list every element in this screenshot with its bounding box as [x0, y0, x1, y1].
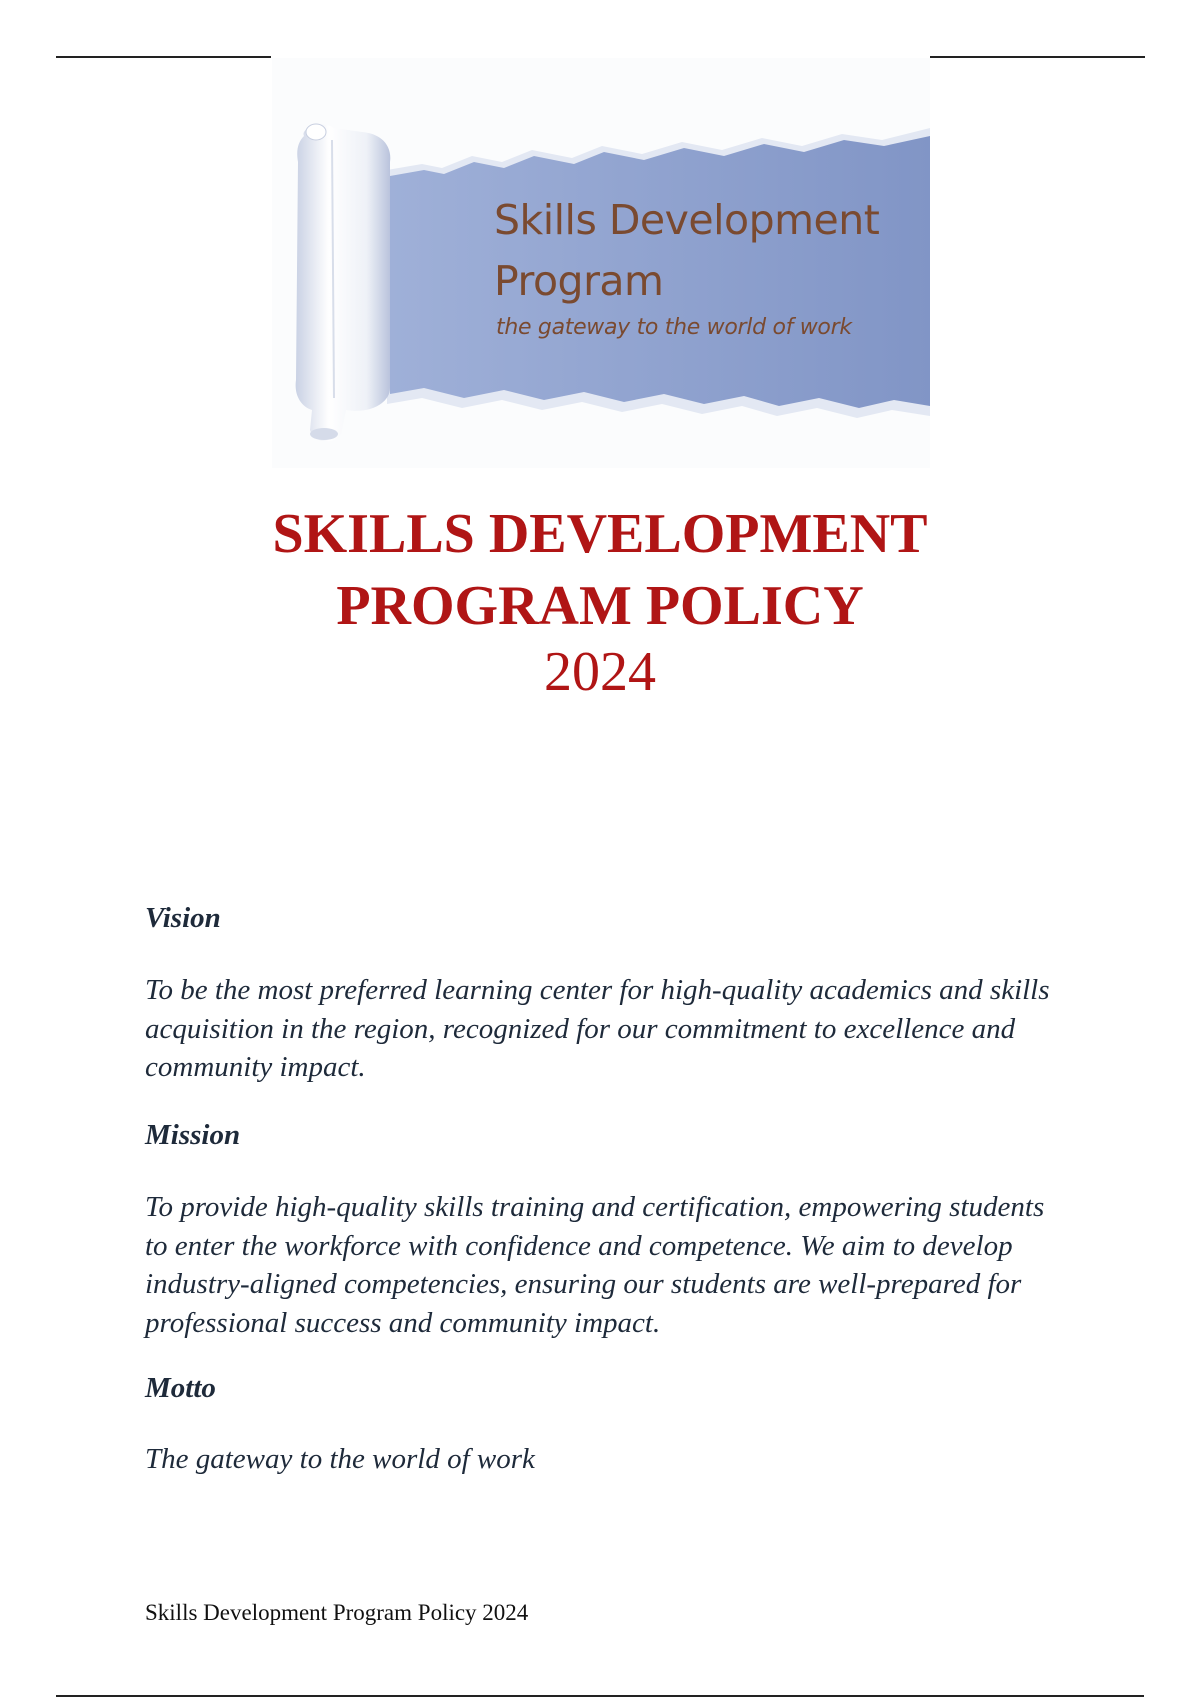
mission-heading: Mission — [145, 1119, 241, 1151]
logo-title: Skills Development Program — [494, 196, 880, 305]
motto-text: The gateway to the world of work — [145, 1443, 535, 1475]
title-line-1: SKILLS DEVELOPMENT — [272, 503, 928, 565]
vision-text: To be the most preferred learning center for high-quality academics and skills acquisition in the region, recognized for our commitment to excellence and community impact. — [145, 974, 1050, 1083]
mission-text: To provide high-quality skills training and certification, empowering students to enter the workforce with confidence and competence. We aim to develop industry-aligned competencies, ensuring our students are well-prepared for professional success and community impact. — [145, 1191, 1045, 1339]
header-rule-left — [56, 56, 271, 58]
vision-heading: Vision — [145, 902, 221, 934]
header-rule-right — [930, 56, 1145, 58]
motto-heading: Motto — [145, 1372, 216, 1404]
document-title — [150, 498, 1050, 642]
footer-rule — [56, 1695, 1144, 1697]
logo-tagline: the gateway to the world of work — [496, 315, 852, 340]
title-line-2: PROGRAM POLICY — [336, 575, 864, 637]
program-logo — [272, 58, 930, 468]
page-footer: Skills Development Program Policy 2024 — [145, 1600, 529, 1625]
document-year: 2024 — [544, 641, 656, 703]
